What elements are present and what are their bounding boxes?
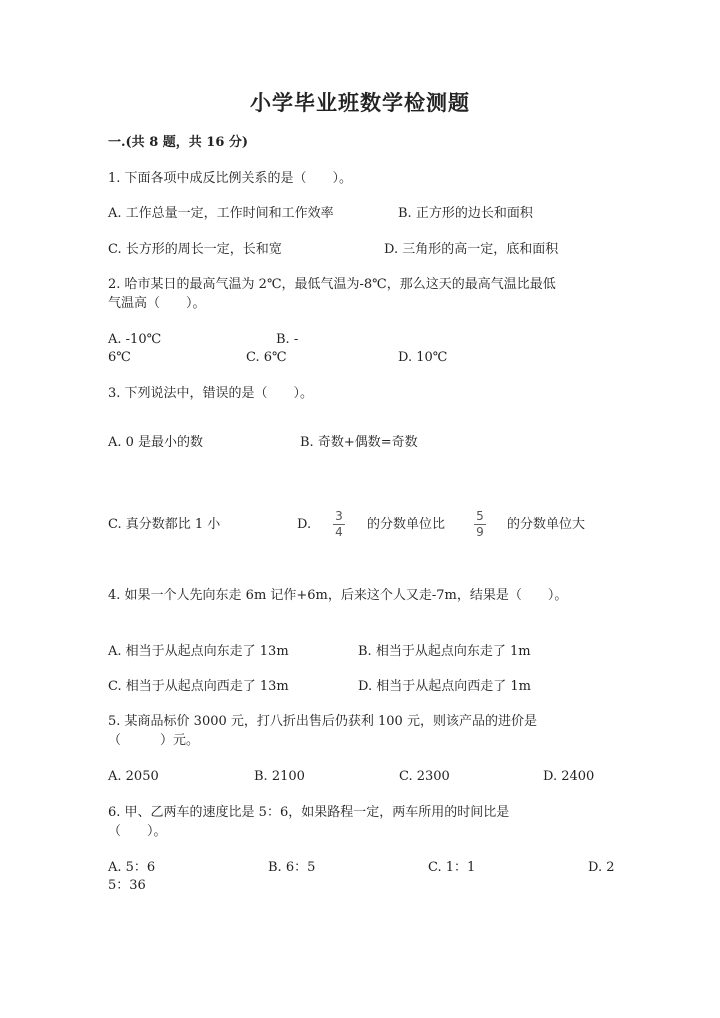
question-4-option-c: C. 相当于从起点向西走了 13m	[108, 679, 289, 694]
question-3-option-b: B. 奇数+偶数=奇数	[300, 435, 418, 450]
question-6-stem-line-2: （ ）。	[108, 824, 167, 839]
page-title: 小学毕业班数学检测题	[250, 90, 470, 115]
question-4-option-a: A. 相当于从起点向东走了 13m	[108, 644, 289, 659]
question-5-option-d: D. 2400	[543, 769, 595, 784]
question-4-option-d: D. 相当于从起点向西走了 1m	[358, 679, 531, 694]
question-3-stem: 3. 下列说法中，错误的是（ ）。	[108, 386, 314, 401]
fraction-five-ninths	[472, 510, 488, 539]
question-3-option-d-label: D.	[297, 517, 312, 532]
question-1-option-a: A. 工作总量一定，工作时间和工作效率	[108, 206, 334, 221]
question-5-option-c: C. 2300	[399, 769, 450, 784]
question-4-stem: 4. 如果一个人先向东走 6m 记作+6m，后来这个人又走-7m，结果是（ ）。	[108, 588, 568, 603]
question-6-stem-line-1: 6. 甲、乙两车的速度比是 5：6，如果路程一定，两车所用的时间比是	[108, 805, 510, 820]
question-1-option-b: B. 正方形的边长和面积	[398, 206, 533, 221]
fraction-denominator: 4	[335, 525, 343, 539]
fraction-numerator: 5	[476, 509, 484, 523]
question-2-stem-line-2: 气温高（ ）。	[108, 296, 206, 311]
question-3-option-a: A. 0 是最小的数	[108, 435, 204, 450]
question-3-option-c: C. 真分数都比 1 小	[108, 517, 221, 532]
question-6-option-c: C. 1：1	[428, 860, 476, 875]
question-2-option-b: B. -	[276, 332, 299, 347]
fraction-numerator: 3	[335, 509, 343, 523]
fraction-denominator: 9	[476, 525, 484, 539]
question-6-option-d-continued: 5：36	[108, 878, 146, 893]
question-3-option-d-middle: 的分数单位比	[367, 517, 446, 532]
question-6-option-d: D. 2	[588, 860, 615, 875]
question-1-option-c: C. 长方形的周长一定，长和宽	[108, 242, 282, 257]
question-2-option-b-continued: 6℃	[108, 350, 131, 365]
question-1-option-d: D. 三角形的高一定，底和面积	[384, 242, 559, 257]
question-2-stem-line-1: 2. 哈市某日的最高气温为 2℃，最低气温为-8℃，那么这天的最高气温比最低	[108, 277, 556, 292]
question-1-stem: 1. 下面各项中成反比例关系的是（ ）。	[108, 171, 353, 186]
question-5-stem-line-1: 5. 某商品标价 3000 元，打八折出售后仍获利 100 元，则该产品的进价是	[108, 714, 537, 729]
section-heading: 一.(共 8 题，共 16 分)	[108, 135, 249, 150]
question-5-option-a: A. 2050	[108, 769, 159, 784]
question-2-option-d: D. 10℃	[398, 350, 448, 365]
question-2-option-a: A. -10℃	[108, 332, 162, 347]
question-2-option-c: C. 6℃	[246, 350, 287, 365]
question-3-option-d-end: 的分数单位大	[507, 517, 586, 532]
question-5-option-b: B. 2100	[254, 769, 305, 784]
question-4-option-b: B. 相当于从起点向东走了 1m	[358, 644, 531, 659]
fraction-three-fourths	[331, 510, 347, 539]
question-6-option-a: A. 5：6	[108, 860, 156, 875]
question-6-option-b: B. 6：5	[268, 860, 316, 875]
question-5-stem-line-2: （ ）元。	[108, 733, 200, 748]
